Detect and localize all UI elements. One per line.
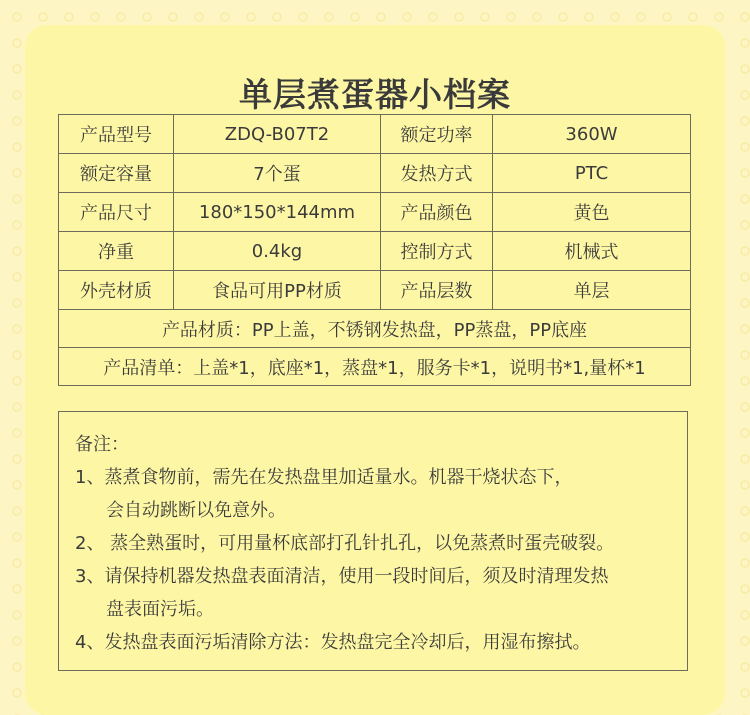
contents-row: 产品清单：上盖*1，底座*1，蒸盘*1，服务卡*1，说明书*1,量杯*1: [59, 348, 691, 386]
note-line: 1、蒸煮食物前，需先在发热盘里加适量水。机器干烧状态下，: [75, 467, 573, 488]
note-line: 会自动跳断以免意外。: [106, 500, 286, 521]
table-row: [59, 232, 691, 271]
table-row: [59, 348, 691, 386]
spec-value: 360W: [493, 115, 691, 154]
spec-label: 产品颜色: [381, 193, 493, 232]
spec-value: 180*150*144mm: [174, 193, 381, 232]
notes-box: [58, 411, 688, 671]
spec-label: 额定容量: [59, 154, 174, 193]
spec-value: 0.4kg: [174, 232, 381, 271]
spec-label: 发热方式: [381, 154, 493, 193]
info-card: [25, 25, 725, 715]
spec-label: 产品层数: [381, 271, 493, 310]
spec-value: 单层: [493, 271, 691, 310]
table-row: [59, 193, 691, 232]
spec-label: 净重: [59, 232, 174, 271]
table-row: [59, 115, 691, 154]
spec-value: PTC: [493, 154, 691, 193]
table-row: [59, 271, 691, 310]
note-line: 3、请保持机器发热盘表面清洁，使用一段时间后，须及时清理发热: [75, 566, 609, 587]
note-line: 盘表面污垢。: [106, 599, 214, 620]
spec-value: 黄色: [493, 193, 691, 232]
spec-label: 产品尺寸: [59, 193, 174, 232]
spec-value: ZDQ-B07T2: [174, 115, 381, 154]
spec-label: 外壳材质: [59, 271, 174, 310]
spec-label: 额定功率: [381, 115, 493, 154]
notes-heading: 备注：: [75, 434, 129, 455]
material-row: 产品材质：PP上盖，不锈钢发热盘，PP蒸盘，PP底座: [59, 310, 691, 348]
note-line: 4、发热盘表面污垢清除方法：发热盘完全冷却后，用湿布擦拭。: [75, 632, 591, 653]
spec-label: 控制方式: [381, 232, 493, 271]
note-line: 2、 蒸全熟蛋时，可用量杯底部打孔针扎孔，以免蒸煮时蛋壳破裂。: [75, 533, 615, 554]
spec-label: 产品型号: [59, 115, 174, 154]
table-row: [59, 310, 691, 348]
spec-value: 7个蛋: [174, 154, 381, 193]
spec-table: [58, 114, 691, 386]
spec-value: 食品可用PP材质: [174, 271, 381, 310]
page-title: 单层煮蛋器小档案: [239, 75, 511, 114]
spec-value: 机械式: [493, 232, 691, 271]
table-row: [59, 154, 691, 193]
